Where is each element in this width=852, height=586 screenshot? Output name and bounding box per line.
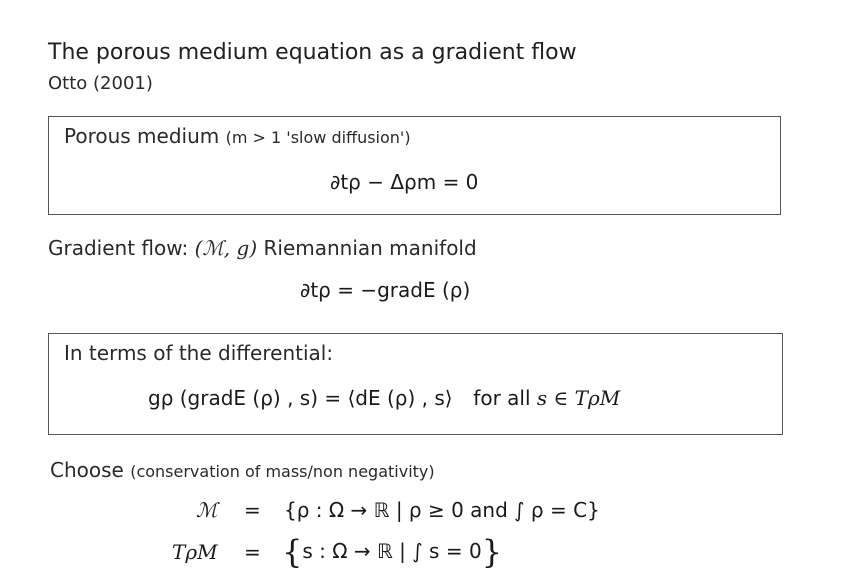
- left-brace-glyph: {: [282, 533, 303, 571]
- conservation-note: (conservation of mass/non negativity): [130, 462, 435, 481]
- tangent-quantifier: s ∈ TρM: [536, 386, 621, 410]
- porous-medium-heading: [64, 124, 411, 148]
- choose-line: [50, 458, 435, 482]
- author-citation: Otto (2001): [48, 73, 153, 94]
- gradient-flow-label: Gradient flow:: [48, 236, 189, 260]
- manifold-definition: {ρ : Ω → ℝ | ρ ≥ 0 and ∫ ρ = C}: [284, 498, 600, 522]
- manifold-symbol: ℳ: [196, 498, 218, 522]
- porous-medium-equation: ∂tρ − Δρm = 0: [330, 170, 479, 194]
- manifold-pair: (ℳ, g): [194, 236, 258, 260]
- differential-equation-line: [148, 386, 620, 410]
- for-all-text: for all: [473, 386, 531, 410]
- right-brace-glyph: }: [481, 533, 503, 571]
- tangent-space-symbol: TρM: [172, 540, 218, 564]
- metric-equation: gρ (gradE (ρ) , s) = ⟨dE (ρ) , s⟩: [148, 386, 453, 410]
- riemannian-manifold-text: Riemannian manifold: [263, 236, 477, 260]
- tangent-set-body: s : Ω → ℝ | ∫ s = 0: [302, 539, 482, 563]
- page-title: The porous medium equation as a gradient flow: [48, 40, 577, 65]
- tangent-space-definition: [282, 533, 502, 571]
- slow-diffusion-note: (m > 1 'slow diffusion'): [225, 128, 411, 147]
- porous-medium-label: Porous medium: [64, 124, 220, 148]
- differential-heading: In terms of the differential:: [64, 341, 334, 365]
- gradient-flow-line: [48, 236, 477, 260]
- manifold-equals: =: [244, 498, 261, 522]
- gradient-flow-equation: ∂tρ = −gradE (ρ): [300, 278, 471, 302]
- tangent-equals: =: [244, 540, 261, 564]
- choose-label: Choose: [50, 458, 124, 482]
